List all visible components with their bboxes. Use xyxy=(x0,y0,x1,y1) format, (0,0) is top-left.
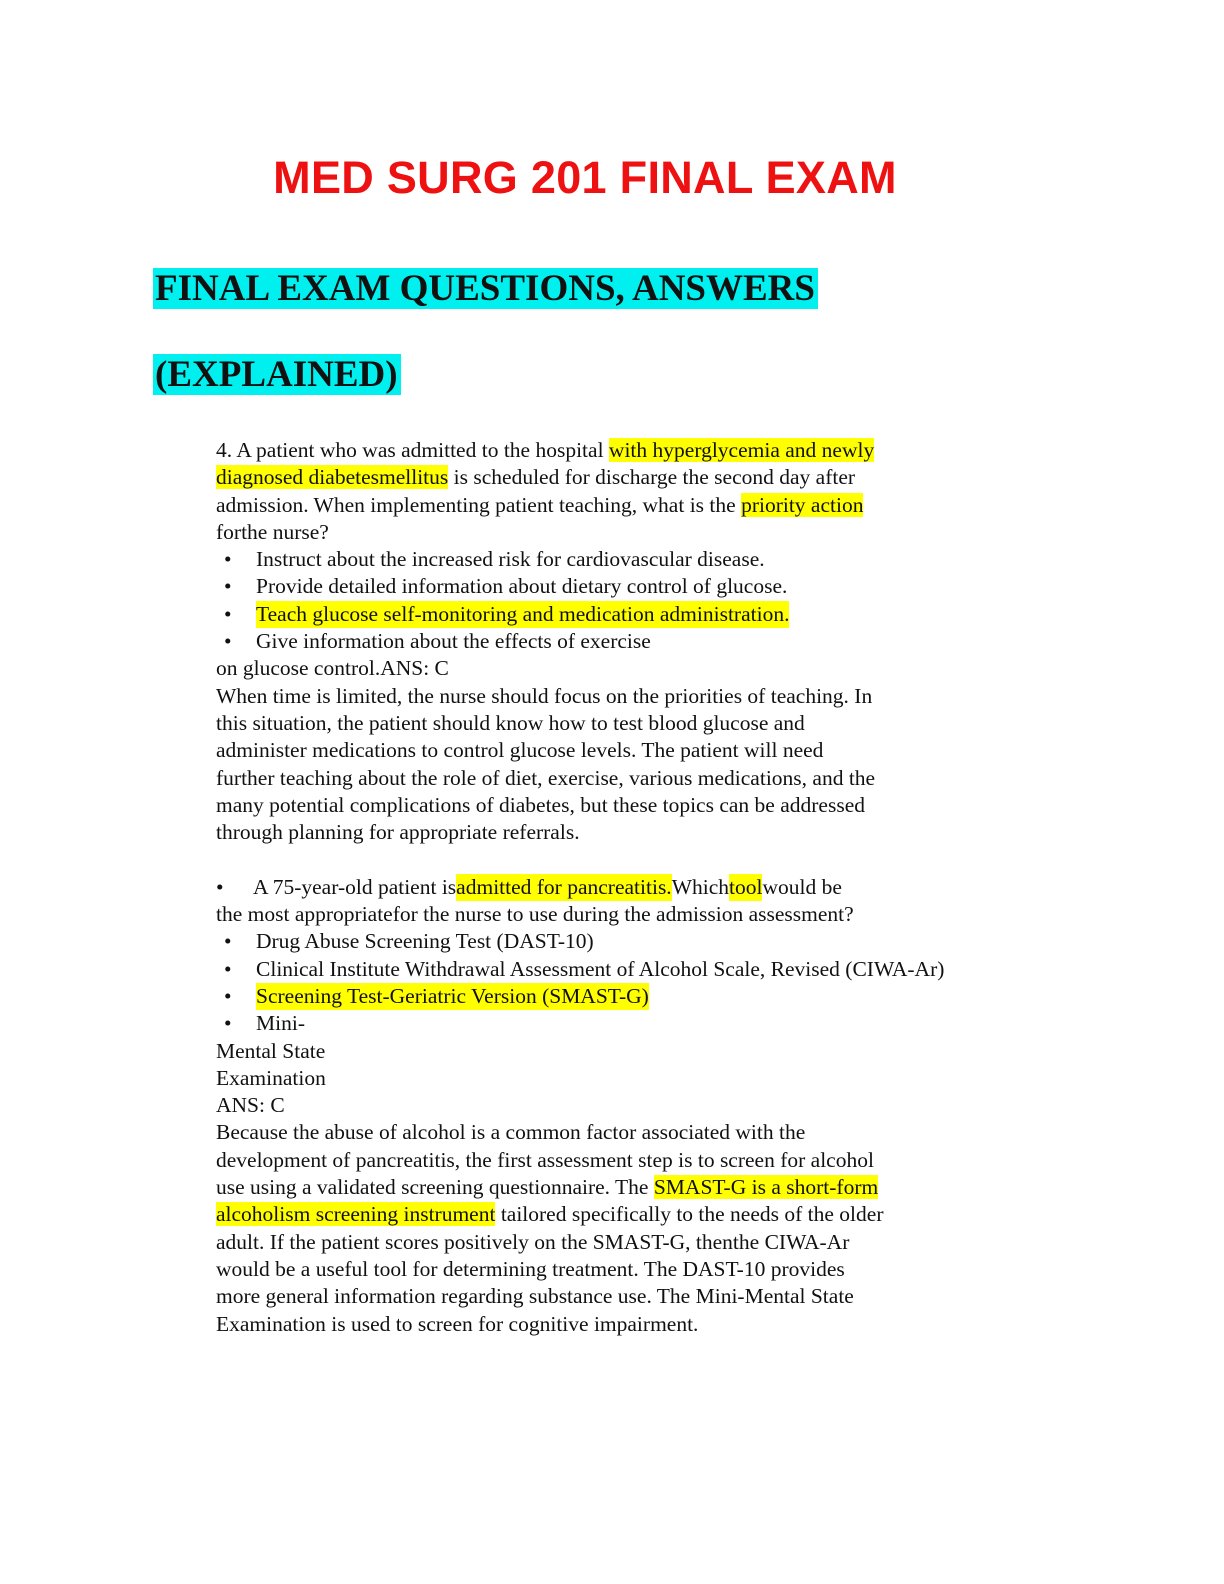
answer-option-a xyxy=(216,928,1036,955)
stem-text: is scheduled for discharge the second day after xyxy=(448,465,856,490)
rationale-line xyxy=(216,1201,1036,1228)
option-text: Provide detailed information about dietary control of glucose. xyxy=(256,574,788,599)
stem-text: would be xyxy=(762,874,842,899)
option-text: Drug Abuse Screening Test (DAST-10) xyxy=(256,929,594,954)
rationale-line: this situation, the patient should know how to test blood glucose and xyxy=(216,710,805,735)
option-continuation: Mental State xyxy=(216,1038,326,1063)
question-stem-line xyxy=(216,492,1036,519)
rationale-line: When time is limited, the nurse should focus on the priorities of teaching. In xyxy=(216,683,873,708)
option-text: Teach glucose self-monitoring and medication administration. xyxy=(256,601,789,628)
question-stem-line xyxy=(216,437,1036,464)
stem-text: 4. A patient who was admitted to the hospital xyxy=(216,438,609,462)
bullet-icon: • xyxy=(224,629,232,654)
rationale-line: many potential complications of diabetes, but these topics can be addressed xyxy=(216,792,865,817)
option-text: Screening Test-Geriatric Version (SMAST-G) xyxy=(256,983,649,1010)
bullet-icon: • xyxy=(224,1011,232,1036)
bullet-icon: • xyxy=(224,547,232,572)
question-stem-line: the most appropriatefor the nurse to use during the admission assessment? xyxy=(216,902,854,927)
bullet-icon: • xyxy=(224,574,232,599)
stem-text: Which xyxy=(671,874,729,899)
exam-content xyxy=(216,437,1036,1338)
highlighted-text: with hyperglycemia and newly xyxy=(608,438,875,462)
rationale-line: development of pancreatitis, the first assessment step is to screen for alcohol xyxy=(216,1147,874,1172)
spacer xyxy=(216,846,1036,873)
subtitle-line-1 xyxy=(153,265,818,313)
rationale-line: adult. If the patient scores positively on the SMAST-G, thenthe CIWA-Ar xyxy=(216,1229,850,1254)
question-stem-line xyxy=(216,874,1036,901)
question-2 xyxy=(216,874,1036,1338)
answer-key: ANS: C xyxy=(216,1093,285,1118)
stem-text: A 75-year-old patient is xyxy=(253,874,457,899)
rationale-line: through planning for appropriate referrals. xyxy=(216,820,580,845)
rationale-text: tailored specifically to the needs of the older xyxy=(495,1202,884,1227)
rationale-line: would be a useful tool for determining treatment. The DAST-10 provides xyxy=(216,1256,845,1281)
page-title: MED SURG 201 FINAL EXAM xyxy=(273,152,897,203)
highlighted-text: admitted for pancreatitis. xyxy=(456,874,672,901)
rationale-line: Examination is used to screen for cognitive impairment. xyxy=(216,1311,699,1336)
option-text: Mini- xyxy=(256,1011,305,1036)
bullet-icon: • xyxy=(216,874,224,899)
highlighted-text: SMAST-G is a short-form xyxy=(653,1175,879,1200)
answer-option-c xyxy=(216,601,1036,628)
rationale-line: administer medications to control glucose levels. The patient will need xyxy=(216,738,824,763)
question-stem-line: forthe nurse? xyxy=(216,519,329,544)
rationale-line: further teaching about the role of diet, exercise, various medications, and the xyxy=(216,765,876,790)
bullet-icon: • xyxy=(224,956,232,981)
highlighted-text: tool xyxy=(729,874,762,901)
option-text: Clinical Institute Withdrawal Assessment of Alcohol Scale, Revised (CIWA-Ar) xyxy=(256,956,945,981)
subtitle-highlight: FINAL EXAM QUESTIONS, ANSWERS xyxy=(153,268,818,309)
question-1 xyxy=(216,437,1036,846)
highlighted-text: alcoholism screening instrument xyxy=(216,1202,496,1227)
rationale-text: use using a validated screening questionnaire. The xyxy=(216,1175,654,1200)
rationale-line: more general information regarding substance use. The Mini-Mental State xyxy=(216,1284,854,1309)
highlighted-text: priority action xyxy=(741,492,864,517)
bullet-icon: • xyxy=(224,601,232,626)
answer-option-a xyxy=(216,546,1036,573)
option-text: Give information about the effects of exercise xyxy=(256,629,651,654)
answer-option-b xyxy=(216,956,1036,983)
highlighted-text: diagnosed diabetesmellitus xyxy=(216,465,449,490)
subtitle-line-2 xyxy=(153,351,401,399)
answer-line xyxy=(216,655,1036,682)
rationale-line xyxy=(216,1174,1036,1201)
rationale-line: Because the abuse of alcohol is a common factor associated with the xyxy=(216,1120,806,1145)
stem-text: admission. When implementing patient teaching, what is the xyxy=(216,492,742,517)
answer-option-d xyxy=(216,628,1036,655)
answer-option-d xyxy=(216,1010,1036,1037)
option-continuation: Examination xyxy=(216,1065,326,1090)
answer-option-b xyxy=(216,573,1036,600)
answer-option-c xyxy=(216,983,1036,1010)
subtitle-highlight: (EXPLAINED) xyxy=(153,354,401,395)
bullet-icon: • xyxy=(224,929,232,954)
answer-key: ANS: C xyxy=(380,656,449,681)
question-stem-line xyxy=(216,464,1036,491)
option-text: on glucose control. xyxy=(216,656,381,681)
bullet-icon: • xyxy=(224,983,232,1008)
option-text: Instruct about the increased risk for cardiovascular disease. xyxy=(256,547,765,572)
